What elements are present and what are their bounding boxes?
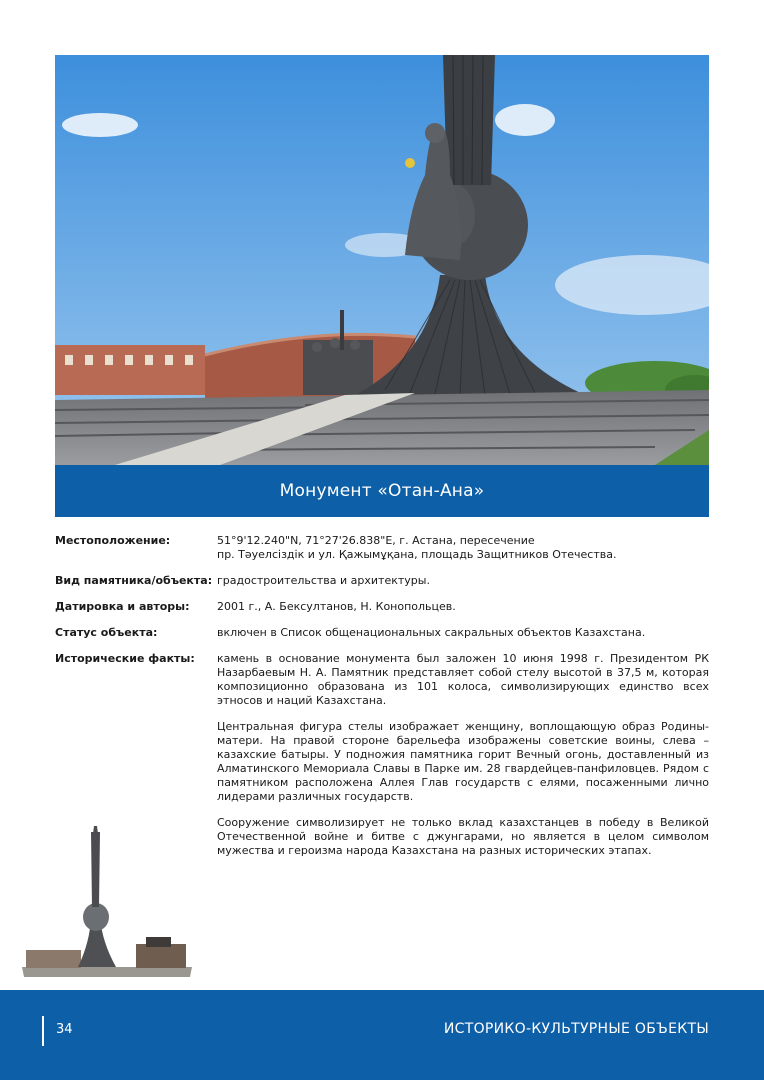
- footer-divider: [42, 1016, 44, 1046]
- field-label: Исторические факты:: [55, 652, 195, 665]
- field-label: Местоположение:: [55, 534, 171, 547]
- history-paragraph: камень в основание монумента был заложен 10 июня 1998 г. Президентом РК Назарбаевым Н. А. Памятник представляет собой стелу высотой в 37,5 м, которая композиционно образована из 101 колоса, символизирующих единство всех этносов и наций Казахстана.: [217, 652, 709, 707]
- field-value: [217, 652, 709, 858]
- field-dating: [55, 600, 709, 614]
- object-details: [55, 534, 709, 870]
- page-footer: [0, 990, 764, 1080]
- history-paragraph: Сооружение символизирует не только вклад казахстанцев в победу в Великой Отечественной войне и битве с джунгарами, но является в целом символом мужества и героизма народа Казахстана на разных исторических этапах.: [217, 816, 709, 857]
- field-status: [55, 626, 709, 640]
- field-value: градостроительства и архитектуры.: [217, 574, 430, 587]
- field-label: Датировка и авторы:: [55, 600, 190, 613]
- page-number: 34: [56, 1022, 73, 1037]
- field-label: Вид памятника/объекта:: [55, 574, 213, 587]
- field-value: 2001 г., А. Бексултанов, Н. Конопольцев.: [217, 600, 456, 613]
- page-title: [55, 465, 709, 517]
- field-label: Статус объекта:: [55, 626, 158, 639]
- monument-photo: [55, 55, 709, 465]
- field-type: [55, 574, 709, 588]
- history-paragraph: Центральная фигура стелы изображает женщину, воплощающую образ Родины-матери. На правой стороне барельефа изображены советские воины, слева – казахские батыры. У подножия памятника горит Вечный огонь, доставленный из Алматинского Мемориала Славы в Парке им. 28 гвардейцев-панфиловцев. Рядом с памятником расположена Аллея Глав государств с елями, посаженными лично лидерами различных государств.: [217, 720, 709, 803]
- field-value: [217, 534, 709, 562]
- section-title: ИСТОРИКО-КУЛЬТУРНЫЕ ОБЪЕКТЫ: [443, 1021, 709, 1037]
- monument-thumbnail: [18, 822, 196, 982]
- field-location: [55, 534, 709, 562]
- title-text: Монумент «Отан-Ана»: [279, 481, 485, 501]
- location-line-1: 51°9'12.240"N, 71°27'26.838"E, г. Астана, пересечение: [217, 534, 535, 547]
- field-value: включен в Список общенациональных сакральных объектов Казахстана.: [217, 626, 646, 639]
- location-line-2: пр. Тәуелсіздік и ул. Қажымұқана, площадь Защитников Отечества.: [217, 548, 617, 561]
